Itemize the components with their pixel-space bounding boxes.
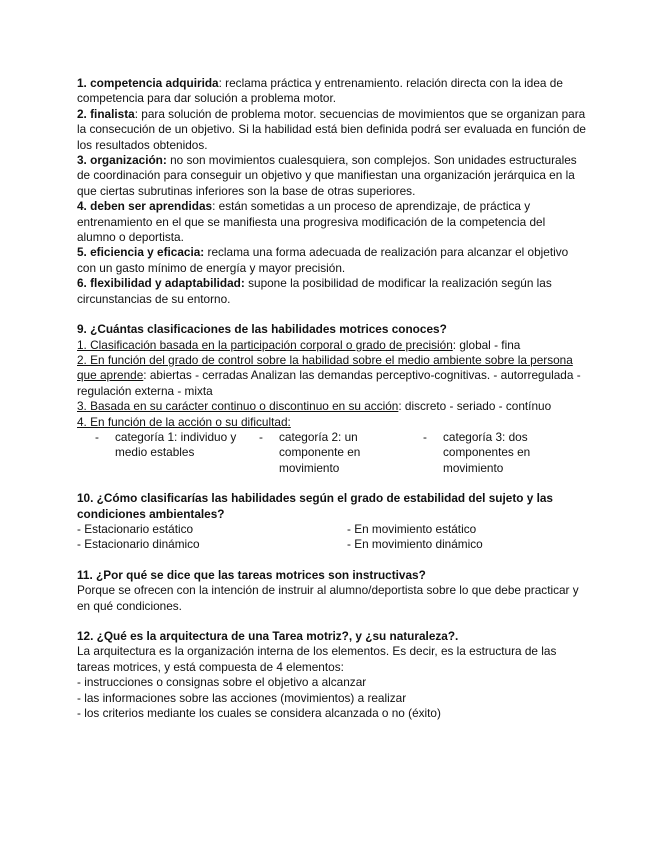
question-12-title: 12. ¿Qué es la arquitectura de una Tarea motriz?, y ¿su naturaleza?. (77, 629, 459, 643)
characteristic-sep: : (218, 76, 222, 90)
classification-values: : global - fina (452, 337, 521, 352)
characteristic-term: deben ser aprendidas (90, 199, 213, 214)
category-text: categoría 2: un componente en movimiento (279, 429, 361, 475)
classification-heading: 4. En función de la acción o su dificultad: (77, 414, 291, 429)
characteristic-item (77, 76, 587, 107)
characteristic-text: para solución de problema motor. secuencias de movimientos que se organizan para la consecución de un objetivo. Si la habilidad está bien definida podrá ser evaluada en función de los resultados obtenidos. (77, 106, 586, 152)
stability-col-right (347, 522, 587, 553)
question-10-title: 10. ¿Cómo clasificarías las habilidades según el grado de estabilidad del sujeto y las condiciones ambientales? (77, 491, 553, 521)
characteristic-item (77, 276, 587, 307)
category-item (259, 430, 423, 476)
category-item (423, 430, 587, 476)
question-11-title: 11. ¿Por qué se dice que las tareas motrices son instructivas? (77, 567, 426, 582)
classification-item-1 (77, 338, 587, 353)
stability-classification (77, 522, 587, 553)
characteristic-item (77, 153, 587, 199)
category-list (95, 430, 587, 476)
characteristic-term: competencia adquirida (90, 76, 219, 90)
classification-values: : abiertas - cerradas Analizan las demandas perceptivo-cognitivas. - autorregulada - regulación externa - mixta (77, 368, 581, 398)
characteristic-text: supone la posibilidad de modificar la realización según las circunstancias de su entorno. (77, 276, 552, 306)
stability-item: - Estacionario estático (77, 521, 194, 536)
architecture-item: - instrucciones o consignas sobre el objetivo a alcanzar (77, 675, 367, 690)
classification-item-4 (77, 415, 587, 430)
bullet-dash: - (259, 429, 263, 444)
classification-values: : discreto - seriado - contínuo (398, 399, 552, 414)
characteristic-number: 6. (77, 276, 87, 291)
characteristic-term: finalista (90, 106, 135, 121)
characteristic-sep: : (212, 199, 216, 214)
spacer (77, 553, 587, 568)
category-item (95, 430, 259, 476)
bullet-dash: - (423, 429, 427, 444)
question-11-answer: Porque se ofrecen con la intención de instruir al alumno/deportista sobre lo que debe practicar y en qué condiciones. (77, 583, 579, 613)
classification-heading: 1. Clasificación basada en la participación corporal o grado de precisión (77, 337, 453, 352)
spacer (77, 476, 587, 491)
characteristic-text: están sometidas a un proceso de aprendizaje, de práctica y entrenamiento en el que se manifiesta una progresiva modificación de la competencia del alumno o deportista. (77, 199, 546, 245)
bullet-dash: - (95, 429, 99, 444)
characteristic-number: 3. (77, 153, 87, 168)
stability-col-left (77, 522, 347, 553)
spacer (77, 307, 587, 322)
question-9-title: 9. ¿Cuántas clasificaciones de las habilidades motrices conoces? (77, 322, 447, 337)
characteristic-number: 5. (77, 245, 87, 260)
document-page (77, 76, 587, 721)
characteristic-text: reclama práctica y entrenamiento. relación directa con la idea de competencia para dar solución a problema motor. (77, 76, 563, 106)
characteristic-item (77, 199, 587, 245)
classification-heading: 3. Basada en su carácter continuo o discontinuo en su acción (77, 399, 399, 414)
architecture-item: - las informaciones sobre las acciones (movimientos) a realizar (77, 690, 407, 705)
characteristic-term: flexibilidad y adaptabilidad: (90, 276, 245, 291)
characteristic-text: no son movimientos cualesquiera, son complejos. Son unidades estructurales de coordinación para conseguir un objetivo y que manifiestan una organización jerárquica en la que ciertas subrutinas inferiores son la base de otras superiores. (77, 153, 577, 198)
characteristic-text: reclama una forma adecuada de realización para alcanzar el objetivo con un gasto mínimo de energía y mayor precisión. (77, 245, 569, 275)
characteristic-term: organización: (90, 153, 167, 168)
stability-item: - En movimiento dinámico (347, 537, 483, 552)
category-text: categoría 1: individuo y medio estables (115, 429, 237, 460)
characteristic-sep: : (134, 106, 138, 121)
question-12-answer: La arquitectura es la organización interna de los elementos. Es decir, es la estructura de las tareas motrices, y está compuesta de 4 elementos: (77, 644, 557, 674)
characteristic-number: 1. (77, 76, 87, 90)
architecture-item: - los criterios mediante los cuales se considera alcanzada o no (éxito) (77, 706, 441, 721)
classification-item-3 (77, 399, 587, 414)
classification-item-2 (77, 353, 587, 399)
classification-heading: 2. En función del grado de control sobre la habilidad sobre el medio ambiente sobre la persona que aprende (77, 352, 573, 383)
stability-item: - Estacionario dinámico (77, 537, 200, 552)
stability-item: - En movimiento estático (347, 521, 477, 536)
category-text: categoría 3: dos componentes en movimiento (443, 429, 531, 475)
characteristic-number: 2. (77, 106, 87, 121)
characteristic-item (77, 107, 587, 153)
characteristic-item (77, 245, 587, 276)
characteristic-term: eficiencia y eficacia: (90, 245, 205, 260)
characteristic-number: 4. (77, 199, 87, 214)
spacer (77, 614, 587, 629)
